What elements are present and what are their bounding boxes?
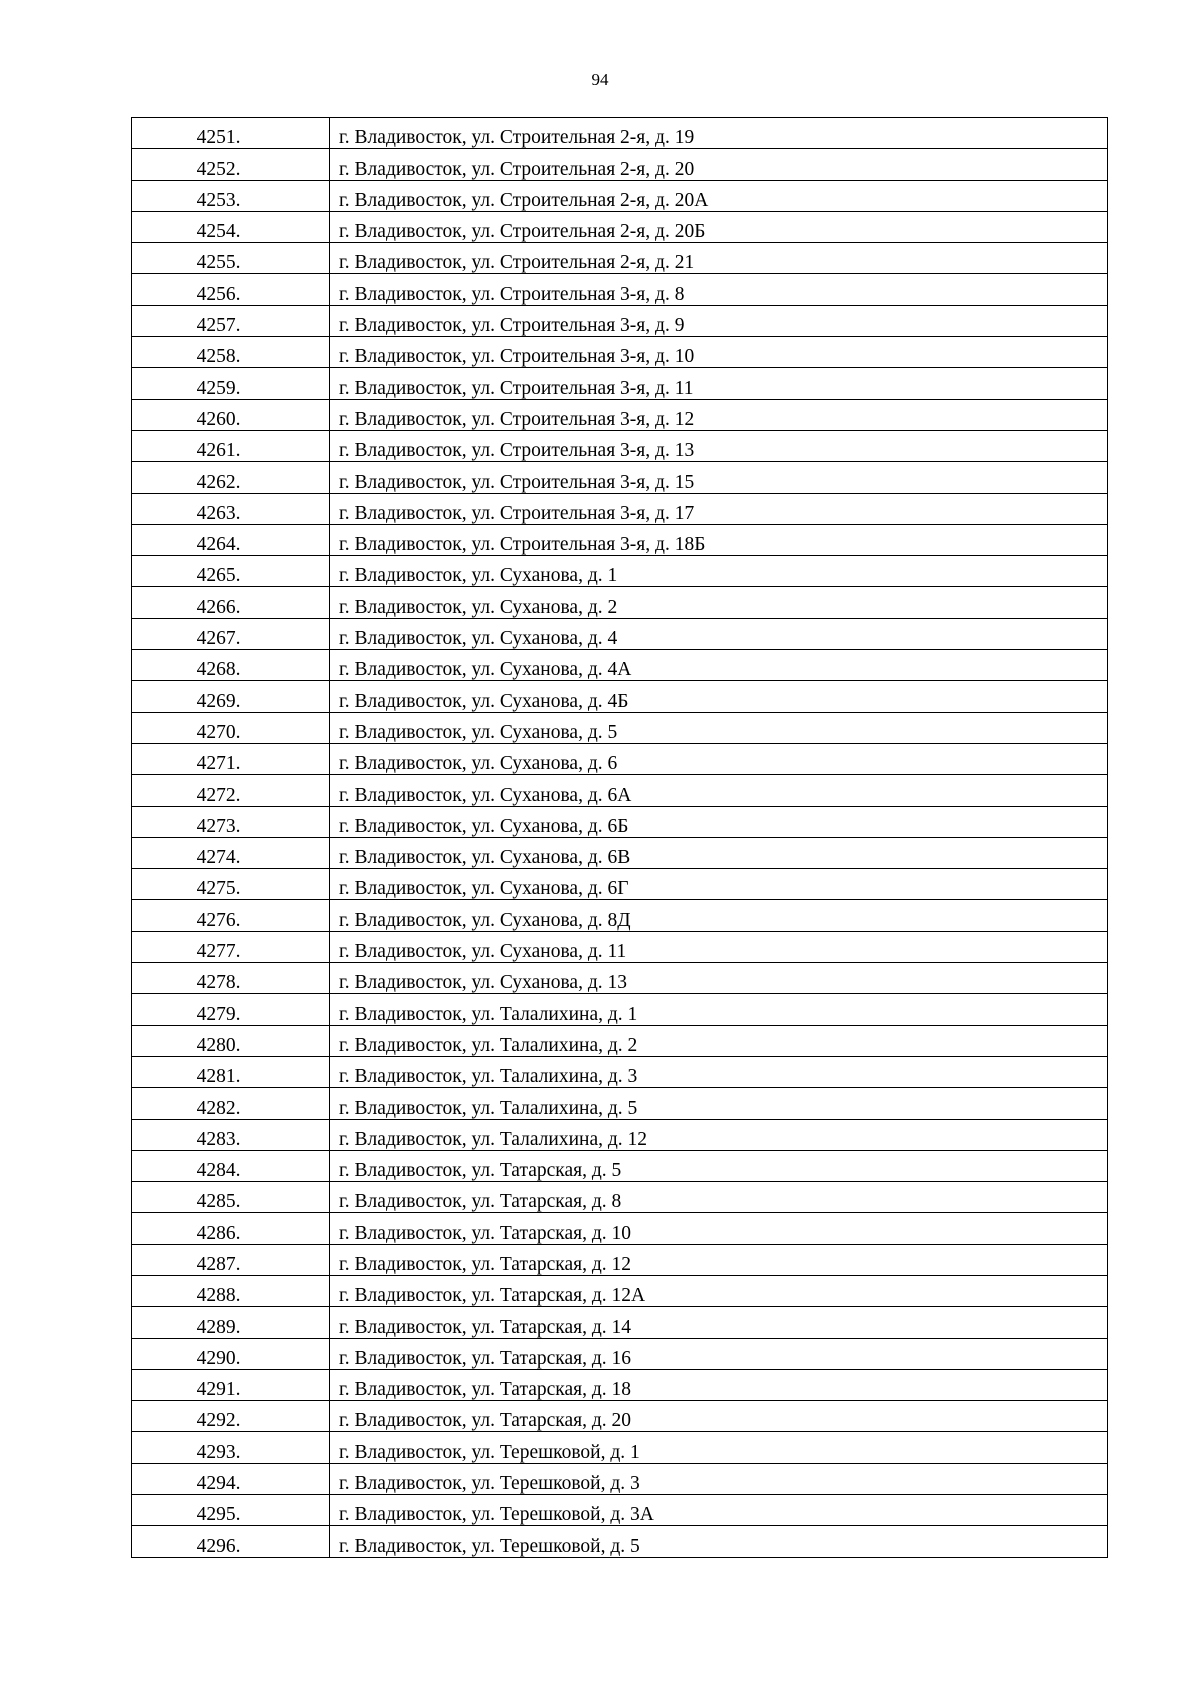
row-number-cell: 4283. — [132, 1119, 330, 1150]
row-number-cell: 4289. — [132, 1307, 330, 1338]
row-number-cell: 4278. — [132, 963, 330, 994]
table-row — [132, 681, 1108, 712]
table-row — [132, 837, 1108, 868]
address-cell: г. Владивосток, ул. Суханова, д. 13 — [330, 963, 1108, 994]
table-row — [132, 869, 1108, 900]
address-cell: г. Владивосток, ул. Строительная 2-я, д. 21 — [330, 243, 1108, 274]
row-number-cell: 4279. — [132, 994, 330, 1025]
table-row — [132, 618, 1108, 649]
table-row — [132, 650, 1108, 681]
table-row — [132, 1150, 1108, 1181]
row-number-cell: 4288. — [132, 1275, 330, 1306]
table-row — [132, 1401, 1108, 1432]
address-cell: г. Владивосток, ул. Татарская, д. 12 — [330, 1244, 1108, 1275]
table-row — [132, 1088, 1108, 1119]
table-row — [132, 1025, 1108, 1056]
table-row — [132, 1244, 1108, 1275]
address-cell: г. Владивосток, ул. Строительная 3-я, д. 15 — [330, 462, 1108, 493]
table-row — [132, 368, 1108, 399]
address-cell: г. Владивосток, ул. Строительная 3-я, д. 18Б — [330, 524, 1108, 555]
row-number-cell: 4282. — [132, 1088, 330, 1119]
table-row — [132, 243, 1108, 274]
address-cell: г. Владивосток, ул. Строительная 2-я, д. 20Б — [330, 211, 1108, 242]
row-number-cell: 4268. — [132, 650, 330, 681]
table-row — [132, 274, 1108, 305]
address-cell: г. Владивосток, ул. Суханова, д. 4 — [330, 618, 1108, 649]
table-row — [132, 118, 1108, 149]
address-cell: г. Владивосток, ул. Талалихина, д. 1 — [330, 994, 1108, 1025]
address-cell: г. Владивосток, ул. Строительная 2-я, д. 19 — [330, 118, 1108, 149]
row-number-cell: 4264. — [132, 524, 330, 555]
address-cell: г. Владивосток, ул. Суханова, д. 6Г — [330, 869, 1108, 900]
row-number-cell: 4272. — [132, 775, 330, 806]
table-row — [132, 430, 1108, 461]
address-cell: г. Владивосток, ул. Терешковой, д. 3 — [330, 1463, 1108, 1494]
address-cell: г. Владивосток, ул. Талалихина, д. 2 — [330, 1025, 1108, 1056]
row-number-cell: 4292. — [132, 1401, 330, 1432]
table-row — [132, 1056, 1108, 1087]
address-cell: г. Владивосток, ул. Терешковой, д. 1 — [330, 1432, 1108, 1463]
table-row — [132, 931, 1108, 962]
address-cell: г. Владивосток, ул. Строительная 3-я, д. 9 — [330, 305, 1108, 336]
row-number-cell: 4254. — [132, 211, 330, 242]
address-cell: г. Владивосток, ул. Суханова, д. 6В — [330, 837, 1108, 868]
row-number-cell: 4251. — [132, 118, 330, 149]
address-cell: г. Владивосток, ул. Талалихина, д. 12 — [330, 1119, 1108, 1150]
address-cell: г. Владивосток, ул. Строительная 3-я, д. 8 — [330, 274, 1108, 305]
address-cell: г. Владивосток, ул. Суханова, д. 8Д — [330, 900, 1108, 931]
table-row — [132, 994, 1108, 1025]
row-number-cell: 4281. — [132, 1056, 330, 1087]
table-row — [132, 1369, 1108, 1400]
table-row — [132, 556, 1108, 587]
row-number-cell: 4275. — [132, 869, 330, 900]
address-cell: г. Владивосток, ул. Суханова, д. 2 — [330, 587, 1108, 618]
address-cell: г. Владивосток, ул. Строительная 3-я, д. 11 — [330, 368, 1108, 399]
row-number-cell: 4270. — [132, 712, 330, 743]
table-row — [132, 1338, 1108, 1369]
table-row — [132, 1119, 1108, 1150]
address-cell: г. Владивосток, ул. Татарская, д. 5 — [330, 1150, 1108, 1181]
table-row — [132, 211, 1108, 242]
table-row — [132, 180, 1108, 211]
row-number-cell: 4271. — [132, 743, 330, 774]
address-cell: г. Владивосток, ул. Строительная 3-я, д. 17 — [330, 493, 1108, 524]
address-cell: г. Владивосток, ул. Татарская, д. 8 — [330, 1182, 1108, 1213]
table-row — [132, 900, 1108, 931]
page-number: 94 — [591, 70, 609, 89]
table-row — [132, 524, 1108, 555]
row-number-cell: 4253. — [132, 180, 330, 211]
address-cell: г. Владивосток, ул. Суханова, д. 4А — [330, 650, 1108, 681]
address-cell: г. Владивосток, ул. Суханова, д. 1 — [330, 556, 1108, 587]
address-cell: г. Владивосток, ул. Строительная 3-я, д. 10 — [330, 337, 1108, 368]
row-number-cell: 4284. — [132, 1150, 330, 1181]
row-number-cell: 4294. — [132, 1463, 330, 1494]
table-row — [132, 712, 1108, 743]
table-row — [132, 1526, 1108, 1557]
table-row — [132, 775, 1108, 806]
row-number-cell: 4273. — [132, 806, 330, 837]
row-number-cell: 4286. — [132, 1213, 330, 1244]
row-number-cell: 4296. — [132, 1526, 330, 1557]
table-row — [132, 493, 1108, 524]
table-row — [132, 149, 1108, 180]
row-number-cell: 4276. — [132, 900, 330, 931]
row-number-cell: 4267. — [132, 618, 330, 649]
row-number-cell: 4257. — [132, 305, 330, 336]
address-cell: г. Владивосток, ул. Суханова, д. 5 — [330, 712, 1108, 743]
table-row — [132, 1307, 1108, 1338]
address-cell: г. Владивосток, ул. Талалихина, д. 5 — [330, 1088, 1108, 1119]
row-number-cell: 4274. — [132, 837, 330, 868]
row-number-cell: 4280. — [132, 1025, 330, 1056]
row-number-cell: 4265. — [132, 556, 330, 587]
table-row — [132, 462, 1108, 493]
table-row — [132, 1495, 1108, 1526]
table-row — [132, 743, 1108, 774]
address-cell: г. Владивосток, ул. Строительная 2-я, д. 20 — [330, 149, 1108, 180]
row-number-cell: 4252. — [132, 149, 330, 180]
row-number-cell: 4295. — [132, 1495, 330, 1526]
table-row — [132, 399, 1108, 430]
row-number-cell: 4262. — [132, 462, 330, 493]
table-row — [132, 1463, 1108, 1494]
row-number-cell: 4293. — [132, 1432, 330, 1463]
table-row — [132, 806, 1108, 837]
address-cell: г. Владивосток, ул. Татарская, д. 16 — [330, 1338, 1108, 1369]
row-number-cell: 4258. — [132, 337, 330, 368]
address-cell: г. Владивосток, ул. Талалихина, д. 3 — [330, 1056, 1108, 1087]
address-cell: г. Владивосток, ул. Терешковой, д. 5 — [330, 1526, 1108, 1557]
row-number-cell: 4256. — [132, 274, 330, 305]
row-number-cell: 4261. — [132, 430, 330, 461]
row-number-cell: 4255. — [132, 243, 330, 274]
address-cell: г. Владивосток, ул. Татарская, д. 10 — [330, 1213, 1108, 1244]
row-number-cell: 4266. — [132, 587, 330, 618]
table-row — [132, 963, 1108, 994]
address-cell: г. Владивосток, ул. Суханова, д. 6 — [330, 743, 1108, 774]
row-number-cell: 4259. — [132, 368, 330, 399]
row-number-cell: 4269. — [132, 681, 330, 712]
address-cell: г. Владивосток, ул. Суханова, д. 6А — [330, 775, 1108, 806]
address-table — [131, 117, 1108, 1558]
table-row — [132, 587, 1108, 618]
row-number-cell: 4291. — [132, 1369, 330, 1400]
table-row — [132, 1275, 1108, 1306]
address-cell: г. Владивосток, ул. Суханова, д. 4Б — [330, 681, 1108, 712]
address-cell: г. Владивосток, ул. Строительная 3-я, д. 13 — [330, 430, 1108, 461]
table-row — [132, 1213, 1108, 1244]
row-number-cell: 4287. — [132, 1244, 330, 1275]
row-number-cell: 4263. — [132, 493, 330, 524]
table-row — [132, 337, 1108, 368]
row-number-cell: 4285. — [132, 1182, 330, 1213]
table-row — [132, 305, 1108, 336]
address-cell: г. Владивосток, ул. Суханова, д. 6Б — [330, 806, 1108, 837]
address-cell: г. Владивосток, ул. Татарская, д. 18 — [330, 1369, 1108, 1400]
address-cell: г. Владивосток, ул. Татарская, д. 20 — [330, 1401, 1108, 1432]
row-number-cell: 4277. — [132, 931, 330, 962]
address-cell: г. Владивосток, ул. Татарская, д. 12А — [330, 1275, 1108, 1306]
address-cell: г. Владивосток, ул. Терешковой, д. 3А — [330, 1495, 1108, 1526]
address-cell: г. Владивосток, ул. Суханова, д. 11 — [330, 931, 1108, 962]
address-cell: г. Владивосток, ул. Строительная 3-я, д. 12 — [330, 399, 1108, 430]
row-number-cell: 4290. — [132, 1338, 330, 1369]
table-row — [132, 1182, 1108, 1213]
address-table-body — [132, 118, 1108, 1558]
address-cell: г. Владивосток, ул. Татарская, д. 14 — [330, 1307, 1108, 1338]
row-number-cell: 4260. — [132, 399, 330, 430]
address-cell: г. Владивосток, ул. Строительная 2-я, д. 20А — [330, 180, 1108, 211]
table-row — [132, 1432, 1108, 1463]
